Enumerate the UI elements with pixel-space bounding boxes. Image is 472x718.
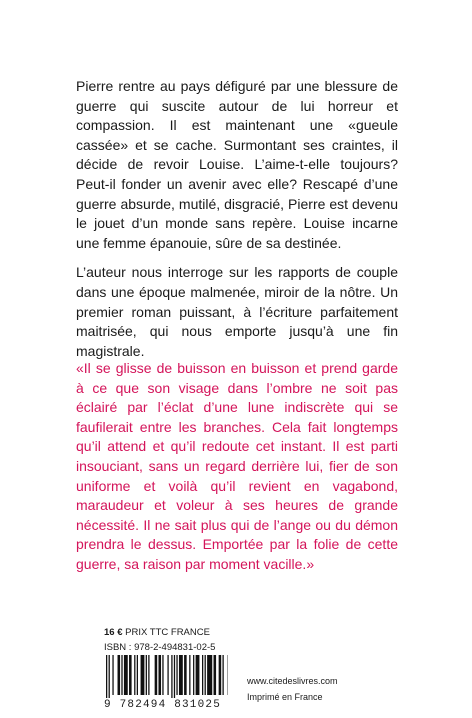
printed-in: Imprimé en France: [247, 692, 323, 702]
barcode-bar: [148, 655, 149, 695]
barcode-bar: [162, 655, 163, 695]
barcode-bar: [205, 655, 206, 695]
barcode-bar: [179, 655, 183, 695]
barcode-bar: [146, 655, 147, 695]
synopsis-paragraph-2: L’auteur nous interroge sur les rapports de couple dans une époque malmenée, miroir de la nôtre. Un premier roman puissant, à l’écriture parfaitement maitrisée, qui nous emporte jusqu’à une fin magistrale.: [76, 264, 398, 359]
barcode-bar: [155, 655, 158, 695]
publisher-website: www.citedeslivres.com: [247, 676, 338, 686]
barcode-bar: [118, 655, 121, 695]
excerpt-quote: «Il se glisse de buisson en buisson et prend garde à ce que son visage dans l’ombre ne soit pas éclairé par l’éclat d’une lune indiscrète qui se faufilerait entre les branches. Cela fait longtemps qu’il attend et qu’il redoute cet instant. Il est parti insouciant, sans un regard derrière lui, fier de son uniforme et voilà qu’il revient en vagabond, maraudeur et voleur à ses heures de grande nécessité. Il ne sait plus qui de l’ange ou du démon prendra le dessus. Emportée par la folie de cette guerre, sa raison par moment vacille.»: [76, 360, 398, 572]
barcode-digits: 9 782494 831025: [104, 699, 222, 711]
synopsis-paragraph-1: Pierre rentre au pays défiguré par une blessure de guerre qui suscite autour de lui horreur et compassion. Il est maintenant une «gueule cassée» et se cache. Surmontant ses craintes, il décide de revoir Louise. L’aime-t-elle toujours? Peut-il fonder un avenir avec elle? Rescapé d’une guerre absurde, mutilé, disgracié, Pierre est devenu le jouet d’un monde sans repère. Louise incarne une femme épanouie, sûre de sa destinée.: [76, 78, 398, 251]
price-info: [104, 625, 215, 655]
barcode-bar: [193, 655, 194, 695]
barcode-bar: [202, 655, 203, 695]
barcode-bar: [219, 655, 222, 695]
barcode-bar: [141, 655, 145, 695]
barcode-bar: [222, 655, 223, 695]
barcode-bar: [121, 655, 122, 695]
barcode-bar: [167, 655, 168, 695]
barcode-bar: [137, 655, 138, 695]
barcode-bar: [134, 655, 135, 695]
barcode-bar: [112, 655, 113, 695]
barcode-bar: [176, 655, 177, 695]
barcode-bar: [174, 655, 175, 698]
barcode-bar: [158, 655, 161, 695]
barcode-bar: [129, 655, 132, 695]
price-amount: 16 €: [104, 627, 123, 638]
barcode-bar: [106, 655, 107, 698]
price-label: PRIX TTC FRANCE: [125, 627, 210, 638]
barcode-bar: [189, 655, 190, 695]
barcode-bar: [196, 655, 200, 695]
barcode-bars: [104, 655, 228, 698]
barcode-bar: [171, 655, 172, 698]
publisher-info: [247, 673, 338, 705]
barcode-bar: [109, 655, 110, 698]
barcode-bar: [207, 655, 212, 695]
barcode-bar: [124, 655, 128, 695]
barcode: [104, 655, 228, 711]
barcode-bar: [214, 655, 217, 695]
barcode-bar: [184, 655, 187, 695]
isbn-number: ISBN : 978-2-494831-02-5: [104, 642, 216, 653]
synopsis: [76, 77, 398, 371]
price-line: [104, 625, 215, 640]
